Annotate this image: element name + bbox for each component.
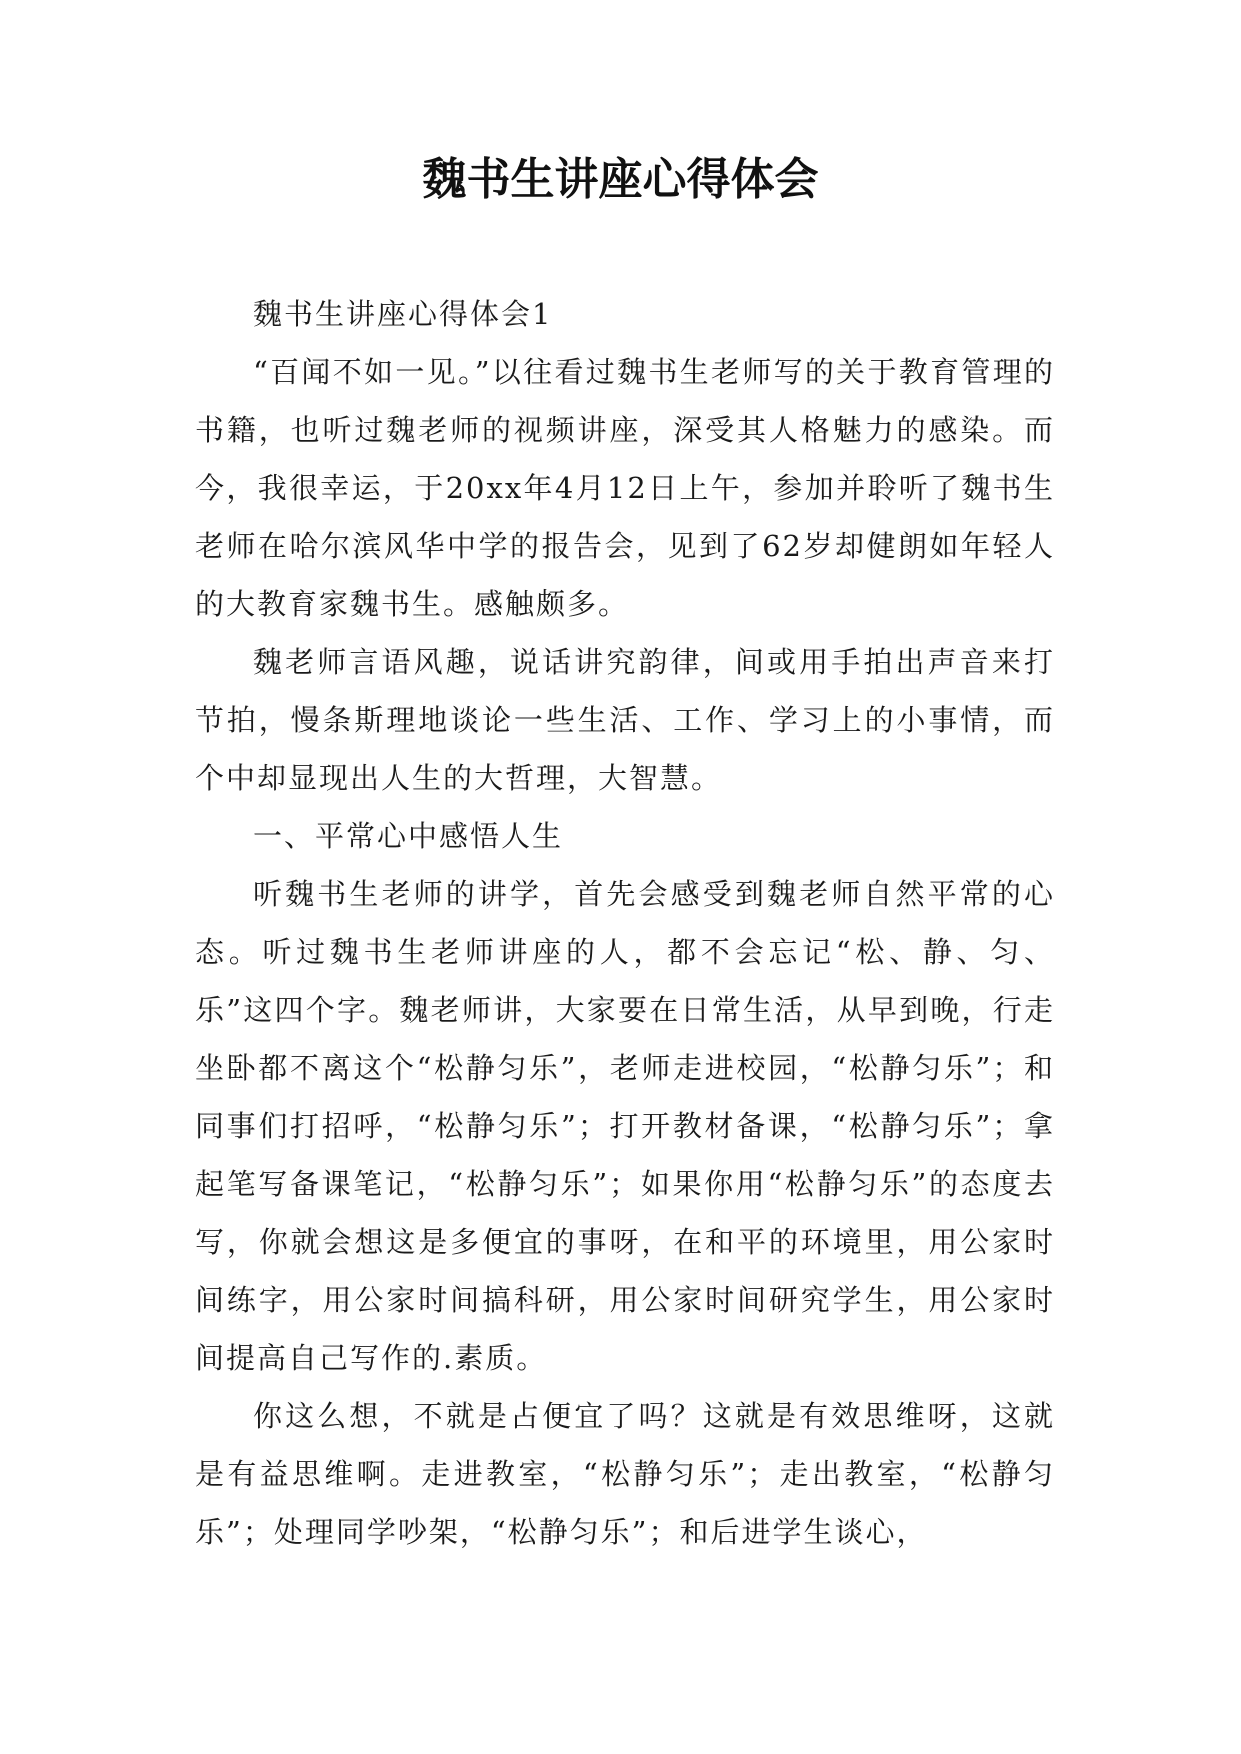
paragraph-effective-thinking: 你这么想，不就是占便宜了吗？这就是有效思维呀，这就是有益思维啊。走进教室，“松静匀乐”；走出教室，“松静匀乐”；处理同学吵架，“松静匀乐”；和后进学生谈心， xyxy=(195,1399,1055,1549)
paragraph-intro: “百闻不如一见。”以往看过魏书生老师写的关于教育管理的书籍，也听过魏老师的视频讲座，深受其人格魅力的感染。而今，我很幸运，于20xx年4月12日上午，参加并聆听了魏书生老师在哈尔滨风华中学的报告会，见到了62岁却健朗如年轻人的大教育家魏书生。感触颇多。 xyxy=(195,355,1055,621)
paragraph-heading-1: 魏书生讲座心得体会1 xyxy=(253,297,553,331)
document-title: 魏书生讲座心得体会 xyxy=(422,154,819,205)
paragraph-calm-mind: 听魏书生老师的讲学，首先会感受到魏老师自然平常的心态。听过魏书生老师讲座的人，都不会忘记“松、静、匀、乐”这四个字。魏老师讲，大家要在日常生活，从早到晚，行走坐卧都不离这个“松静匀乐”，老师走进校园，“松静匀乐”；和同事们打招呼，“松静匀乐”；打开教材备课，“松静匀乐”；拿起笔写备课笔记，“松静匀乐”；如果你用“松静匀乐”的态度去写，你就会想这是多便宜的事呀，在和平的环境里，用公家时间练字，用公家时间搞科研，用公家时间研究学生，用公家时间提高自己写作的.素质。 xyxy=(195,877,1055,1375)
paragraph-speaking-style: 魏老师言语风趣，说话讲究韵律，间或用手拍出声音来打节拍，慢条斯理地谈论一些生活、工作、学习上的小事情，而个中却显现出人生的大哲理，大智慧。 xyxy=(195,645,1055,795)
document-body xyxy=(195,285,1055,1561)
section-heading-1: 一、平常心中感悟人生 xyxy=(253,819,564,853)
